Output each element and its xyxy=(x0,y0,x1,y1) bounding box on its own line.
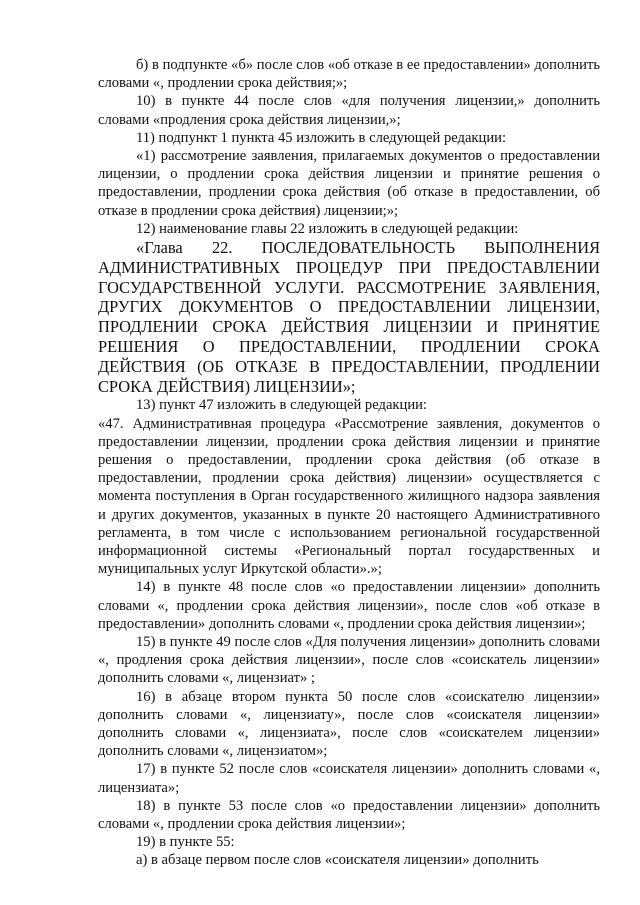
document-page xyxy=(98,56,600,870)
paragraph-item-13: 13) пункт 47 изложить в следующей редакции: xyxy=(136,397,427,414)
paragraph-item-18: 18) в пункте 53 после слов «о предоставлении лицензии» дополнить словами «, продлении срока действия лицензии»; xyxy=(98,797,600,833)
paragraph-quote-subitem-1: «1) рассмотрение заявления, прилагаемых документов о предоставлении лицензии, о продлении срока действия лицензии и принятие решения о предоставлении, продлении срока действия (об отказе в предоставлении, об отказе в продлении срока действия) лицензии;»; xyxy=(98,148,600,219)
paragraph-item-16: 16) в абзаце втором пункта 50 после слов «соискателю лицензии» дополнить словами «, лицензиату», после слов «соискателя лицензии» дополнить словами «, лицензиата», после слов «соискателем лицензии» дополнить словами «, лицензиатом»; xyxy=(98,688,600,760)
paragraph-item-10: 10) в пункте 44 после слов «для получения лицензии,» дополнить словами «продления срока действия лицензии,»; xyxy=(98,93,600,128)
paragraph-item-14: 14) в пункте 48 после слов «о предоставлении лицензии» дополнить словами «, продлении срока действия лицензии», после слов «об отказе в предоставлении» дополнить словами «, продлении срока действия лицензии»; xyxy=(98,579,600,632)
paragraph-item-11: 11) подпункт 1 пункта 45 изложить в следующей редакции: xyxy=(136,129,507,146)
paragraph-item-17: 17) в пункте 52 после слов «соискателя лицензии» дополнить словами «, лицензиата»; xyxy=(98,761,600,796)
paragraph-item-19: 19) в пункте 55: xyxy=(136,834,235,851)
paragraph-item-12: 12) наименование главы 22 изложить в следующей редакции: xyxy=(136,220,519,237)
paragraph-quote-item-47: «47. Административная процедура «Рассмотрение заявления, документов о предоставлении лицензии, продлении срока действия лицензии и принятие решения о предоставлении, продлении срока действия (об отказе в предоставлении, продлении срока действия) лицензии» осуществляется с момента поступления в Орган государственного жилищного надзора заявления и других документов, указанных в пункте 20 настоящего Административного регламента, в том числе с использованием региональной государственной информационной системы «Региональный портал государственных и муниципальных услуг Иркутской области».»; xyxy=(98,415,600,578)
paragraph-amendment-b: б) в подпункте «б» после слов «об отказе в ее предоставлении» дополнить словами «, продлении срока действия;»; xyxy=(98,57,600,92)
paragraph-item-15: 15) в пункте 49 после слов «Для получения лицензии» дополнить словами «, продления срока действия лицензии», после слов «соискатель лицензии» дополнить словами «, лицензиат» ; xyxy=(98,634,600,687)
chapter-22-heading: «Глава 22. ПОСЛЕДОВАТЕЛЬНОСТЬ ВЫПОЛНЕНИЯ АДМИНИСТРАТИВНЫХ ПРОЦЕДУР ПРИ ПРЕДОСТАВЛЕНИИ ГОСУДАРСТВЕННОЙ УСЛУГИ. РАССМОТРЕНИЕ ЗАЯВЛЕНИЯ, ДРУГИХ ДОКУМЕНТОВ О ПРЕДОСТАВЛЕНИИ ЛИЦЕНЗИИ, ПРОДЛЕНИИ СРОКА ДЕЙСТВИЯ ЛИЦЕНЗИИ И ПРИНЯТИЕ РЕШЕНИЯ О ПРЕДОСТАВЛЕНИИ, ПРОДЛЕНИИ СРОКА ДЕЙСТВИЯ (ОБ ОТКАЗЕ В ПРЕДОСТАВЛЕНИИ, ПРОДЛЕНИИ СРОКА ДЕЙСТВИЯ) ЛИЦЕНЗИИ»; xyxy=(98,238,600,396)
paragraph-subitem-a: а) в абзаце первом после слов «соискателя лицензии» дополнить xyxy=(136,852,539,869)
